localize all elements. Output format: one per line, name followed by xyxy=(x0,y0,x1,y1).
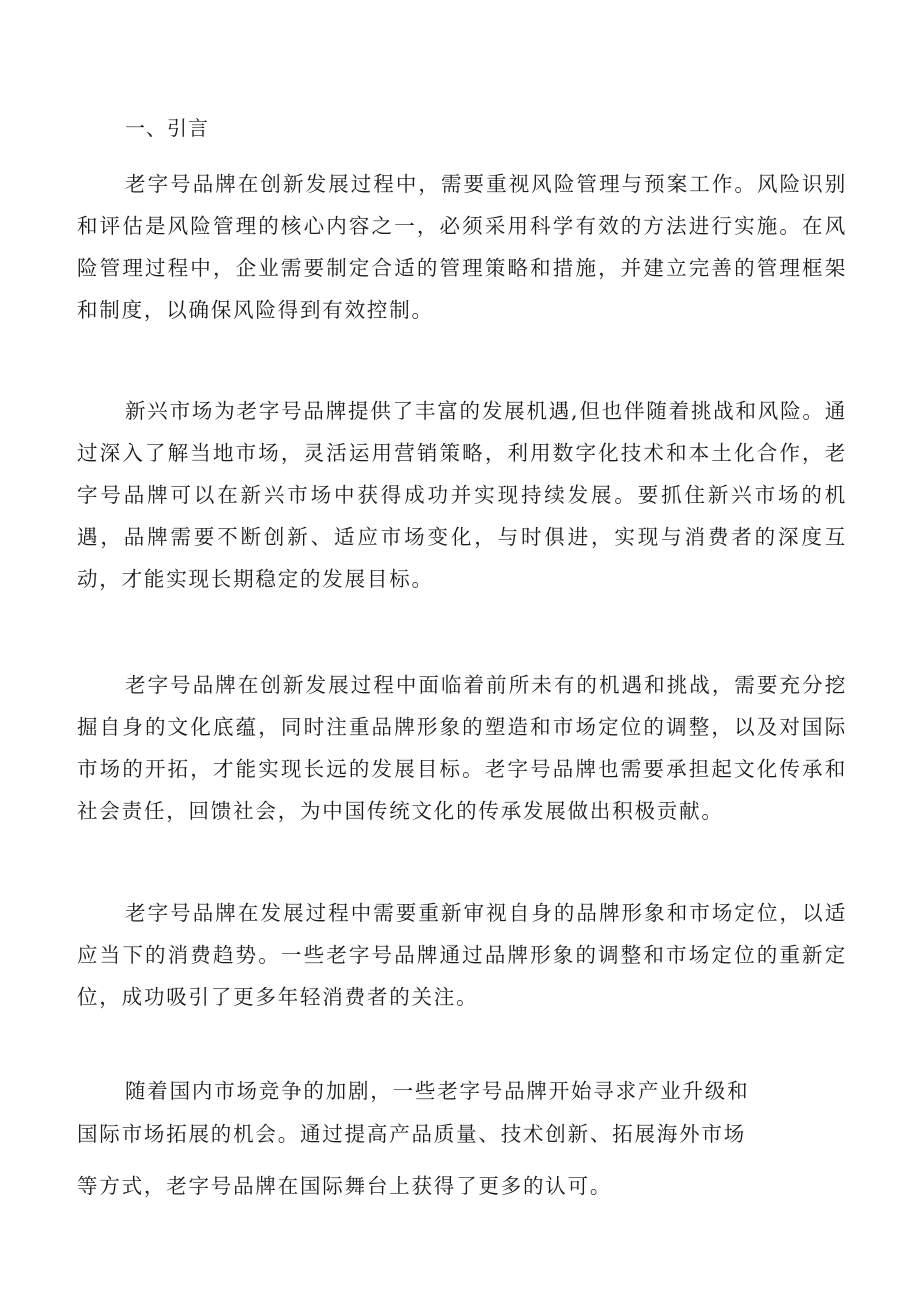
paragraph-line: 国际市场拓展的机会。通过提高产品质量、技术创新、拓展海外市场 xyxy=(77,1122,746,1146)
paragraph-emerging-markets: 新兴市场为老字号品牌提供了丰富的发展机遇,但也伴随着挑战和风险。通过深入了解当地市场，灵活运用营销策略，利用数字化技术和本土化合作，老字号品牌可以在新兴市场中获得成功并实现持续发展。要抓住新兴市场的机遇，品牌需要不断创新、适应市场变化，与时俱进，实现与消费者的深度互动，才能实现长期稳定的发展目标。 xyxy=(77,399,847,591)
paragraph-opportunities-challenges: 老字号品牌在创新发展过程中面临着前所未有的机遇和挑战，需要充分挖掘自身的文化底蕴，同时注重品牌形象的塑造和市场定位的调整，以及对国际市场的开拓，才能实现长远的发展目标。老字号品牌也需要承担起文化传承和社会责任，回馈社会，为中国传统文化的传承发展做出积极贡献。 xyxy=(77,673,847,823)
paragraph-line: 随着国内市场竞争的加剧，一些老字号品牌开始寻求产业升级和 xyxy=(125,1079,750,1103)
paragraph-line: 等方式，老字号品牌在国际舞台上获得了更多的认可。 xyxy=(77,1174,613,1198)
paragraph-brand-repositioning: 老字号品牌在发展过程中需要重新审视自身的品牌形象和市场定位，以适应当下的消费趋势。一些老字号品牌通过品牌形象的调整和市场定位的重新定位，成功吸引了更多年轻消费者的关注。 xyxy=(77,901,847,1009)
section-heading: 一、引言 xyxy=(125,116,209,140)
paragraph-risk-management: 老字号品牌在创新发展过程中，需要重视风险管理与预案工作。风险识别和评估是风险管理的核心内容之一，必须采用科学有效的方法进行实施。在风险管理过程中，企业需要制定合适的管理策略和措施，并建立完善的管理框架和制度，以确保风险得到有效控制。 xyxy=(77,172,847,322)
